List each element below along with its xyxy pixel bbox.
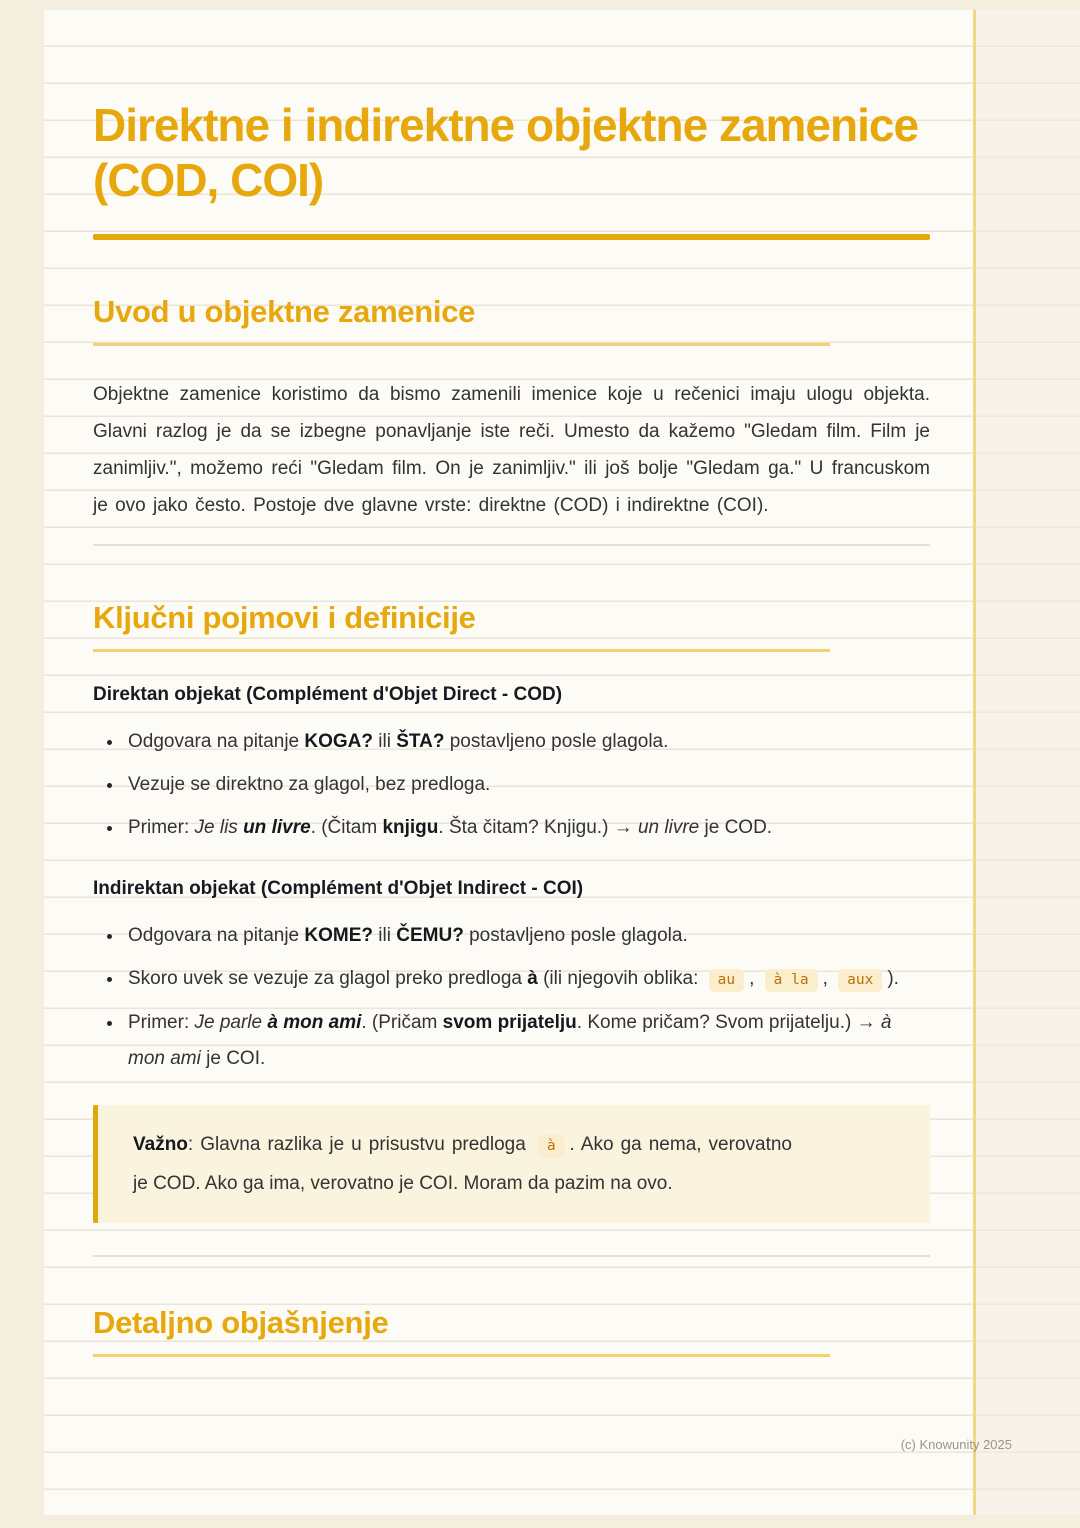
intro-paragraph: Objektne zamenice koristimo da bismo zamenili imenice koje u rečenici imaju ulogu objekta. Glavni razlog je da se izbegne ponavljanje iste reči. Umesto da kažemo "Gledam film. Film je zanimljiv.", možemo reći "Gledam film. On je zanimljiv." ili još bolje "Gledam ga." U francuskom je ovo jako često. Postoje dve glavne vrste: direktne (COD) i indirektne (COI). — [93, 384, 930, 517]
text-segment: ŠTA? — [396, 731, 445, 753]
text-segment: Je parle — [194, 1012, 263, 1034]
section-divider — [93, 544, 930, 546]
section-concepts — [93, 600, 930, 1223]
section-detail — [93, 1305, 930, 1357]
note-content — [93, 10, 930, 1357]
text-segment: (ili njegovih oblika: — [537, 968, 704, 990]
text-segment: je COD. — [699, 817, 773, 839]
callout-text — [133, 1126, 792, 1202]
list-item — [123, 1005, 930, 1077]
text-segment: Primer: — [128, 1012, 195, 1034]
text-segment: ). — [887, 968, 899, 990]
code-chip: aux — [838, 969, 882, 992]
text-segment: Važno — [133, 1134, 188, 1156]
text-segment: un livre — [243, 817, 311, 839]
text-segment: je COI. — [200, 1048, 266, 1070]
text-segment: à mon ami — [267, 1012, 362, 1034]
right-margin-area — [976, 10, 1080, 1515]
note-sheet — [44, 10, 1080, 1515]
text-segment: ili — [373, 925, 397, 947]
text-segment: . Kome pričam? Svom prijatelju.) → — [576, 1012, 881, 1034]
text-segment: postavljeno posle glagola. — [444, 731, 669, 753]
list-item — [123, 810, 930, 846]
important-callout — [93, 1105, 930, 1223]
text-segment: . (Čitam — [310, 817, 383, 839]
text-segment: svom prijatelju — [442, 1012, 577, 1034]
section-intro — [93, 294, 930, 524]
coi-bullet-list — [93, 918, 930, 1077]
section-divider — [93, 1255, 930, 1257]
text-segment: KOME? — [304, 925, 374, 947]
section-heading-detail: Detaljno objašnjenje — [93, 1305, 830, 1357]
text-segment: KOGA? — [304, 731, 374, 753]
text-segment: , — [749, 968, 760, 990]
copyright-footer: (c) Knowunity 2025 — [900, 1437, 1012, 1452]
text-segment: knjigu — [382, 817, 439, 839]
text-segment: . Šta čitam? Knjigu.) → — [438, 817, 638, 839]
cod-bullet-list — [93, 724, 930, 846]
list-item — [123, 767, 930, 803]
text-segment: Vezuje se direktno za glagol, bez predloga. — [128, 774, 491, 796]
text-segment: un livre — [637, 817, 700, 839]
text-segment: Odgovara na pitanje — [128, 925, 305, 947]
section-heading-concepts: Ključni pojmovi i definicije — [93, 600, 830, 652]
list-item — [123, 724, 930, 760]
text-segment: Primer: — [128, 817, 195, 839]
page-title: Direktne i indirektne objektne zamenice (COD, COI) — [93, 99, 919, 207]
text-segment: à — [527, 968, 538, 990]
text-segment: ili — [373, 731, 397, 753]
section-heading-intro: Uvod u objektne zamenice — [93, 294, 830, 346]
text-segment: à mon ami — [128, 1012, 892, 1070]
text-segment: . Ako ga nema, verovatno je COD. Ako ga ima, verovatno je COI. Moram da pazim na ovo. — [133, 1134, 793, 1195]
text-segment: Skoro uvek se vezuje za glagol preko predloga — [128, 968, 528, 990]
text-segment: . (Pričam — [361, 1012, 443, 1034]
code-chip: à la — [765, 969, 818, 992]
subheading-coi: Indirektan objekat (Complément d'Objet Indirect - COI) — [93, 878, 584, 900]
text-segment: postavljeno posle glagola. — [463, 925, 688, 947]
text-segment: Je lis — [194, 817, 238, 839]
list-item — [123, 918, 930, 954]
text-segment: ČEMU? — [396, 925, 464, 947]
text-segment: : Glavna razlika je u prisustvu predloga — [187, 1134, 533, 1156]
text-segment: Odgovara na pitanje — [128, 731, 305, 753]
subheading-cod: Direktan objekat (Complément d'Objet Direct - COD) — [93, 684, 563, 706]
text-segment: , — [822, 968, 834, 990]
list-item — [123, 961, 930, 998]
code-chip: à — [538, 1135, 565, 1158]
title-divider — [93, 234, 930, 240]
code-chip: au — [709, 969, 744, 992]
